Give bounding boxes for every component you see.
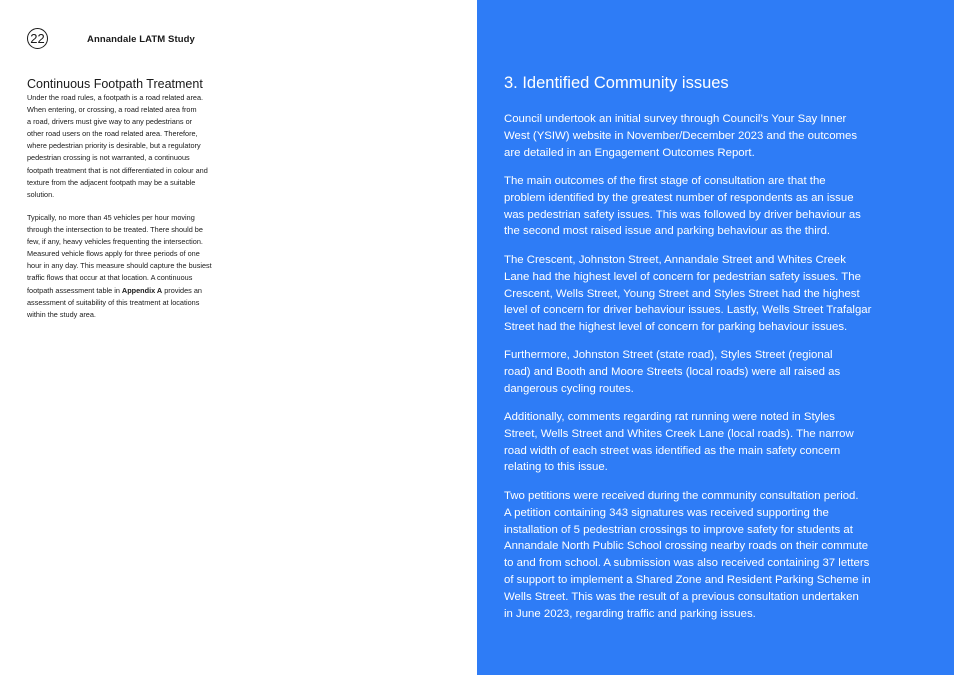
- section-title: Continuous Footpath Treatment: [27, 77, 203, 91]
- page-number: 22: [30, 31, 45, 46]
- text-line: a road, drivers must give way to any pedestrians or: [27, 117, 193, 127]
- paragraph-rat-running: [504, 409, 924, 476]
- text-line: Wells Street. This was the result of a previous consultation undertaken: [504, 590, 859, 603]
- text-line: Street, Wells Street and Whites Creek Lane (local roads). The narrow: [504, 427, 854, 440]
- text-line: Lane had the highest level of concern for pedestrian safety issues. The: [504, 270, 861, 283]
- text-line: was pedestrian safety issues. This was followed by driver behaviour as: [504, 208, 861, 221]
- text-line: level of concern for driver behaviour issues. Lastly, Wells Street Trafalgar: [504, 304, 872, 317]
- text-line: to and from school. A submission was also received containing 37 letters: [504, 557, 870, 570]
- text-line: the second most raised issue and parking behaviour as the third.: [504, 225, 831, 238]
- text-line: few, if any, heavy vehicles frequenting the intersection.: [27, 237, 203, 247]
- text-line: texture from the adjacent footpath may be a suitable: [27, 177, 196, 187]
- text-line: traffic flows that occur at that location. A continuous: [27, 273, 193, 283]
- text-line: road) and Booth and Moore Streets (local roads) were all raised as: [504, 365, 841, 378]
- text-line-with-link: [27, 285, 242, 297]
- text-line: of support to implement a Shared Zone and Resident Parking Scheme in: [504, 573, 871, 586]
- paragraph-vehicle-volumes: [27, 212, 242, 321]
- page-number-badge: [27, 28, 48, 49]
- text-line: within the study area.: [27, 309, 96, 319]
- paragraph-street-concerns: [504, 252, 924, 336]
- text-line: through the intersection to be treated. There should be: [27, 225, 203, 235]
- text-line: in June 2023, regarding traffic and parking issues.: [504, 607, 756, 620]
- text-line: When entering, or crossing, a road related area from: [27, 105, 197, 115]
- text-fragment: footpath assessment table in: [27, 285, 120, 295]
- text-line: solution.: [27, 189, 55, 199]
- text-line: relating to this issue.: [504, 461, 608, 474]
- right-page: [477, 0, 954, 675]
- text-line: Furthermore, Johnston Street (state road), Styles Street (regional: [504, 349, 833, 361]
- text-line: where pedestrian priority is desirable, but a regulatory: [27, 141, 201, 151]
- text-line: Crescent, Wells Street, Young Street and Styles Street had the highest: [504, 287, 860, 300]
- text-line: Council undertook an initial survey through Council’s Your Say Inner: [504, 113, 847, 125]
- text-line: Annandale North Public School crossing nearby roads on their commute: [504, 540, 869, 553]
- text-line: assessment of suitability of this treatment at locations: [27, 297, 200, 307]
- text-line: road width of each street was identified as the main safety concern: [504, 444, 841, 457]
- text-line: West (YSIW) website in November/December 2023 and the outcomes: [504, 129, 858, 142]
- text-line: Additionally, comments regarding rat running were noted in Styles: [504, 411, 835, 423]
- paragraph-cycling-routes: [504, 347, 924, 397]
- text-line: Measured vehicle flows apply for three periods of one: [27, 249, 200, 259]
- text-line: Under the road rules, a footpath is a road related area.: [27, 93, 204, 102]
- text-line: are detailed in an Engagement Outcomes Report.: [504, 146, 755, 159]
- text-line: dangerous cycling routes.: [504, 382, 634, 395]
- text-line: pedestrian crossing is not warranted, a continuous: [27, 153, 190, 163]
- text-line: installation of 5 pedestrian crossings to improve safety for students at: [504, 523, 853, 536]
- text-line: other road users on the road related area. Therefore,: [27, 129, 198, 139]
- text-line: hour in any day. This measure should capture the busiest: [27, 261, 212, 271]
- text-fragment: provides an: [162, 285, 202, 295]
- section-heading: 3. Identified Community issues: [504, 74, 729, 92]
- appendix-reference: Appendix A: [121, 285, 163, 295]
- paragraph-petitions: [504, 488, 924, 622]
- paragraph-main-outcomes: [504, 173, 924, 240]
- text-line: A petition containing 343 signatures was received supporting the: [504, 506, 829, 519]
- text-line: The Crescent, Johnston Street, Annandale Street and Whites Creek: [504, 254, 846, 266]
- paragraph-survey: [504, 111, 924, 161]
- document-title: Annandale LATM Study: [87, 34, 195, 45]
- text-line: problem identified by the greatest number of respondents as an issue: [504, 191, 854, 204]
- text-line: Street had the highest level of concern for parking behaviour issues.: [504, 321, 848, 334]
- paragraph-road-rules: [27, 92, 242, 201]
- text-line: footpath treatment that is not differentiated in colour and: [27, 165, 208, 175]
- text-line: Two petitions were received during the community consultation period.: [504, 490, 859, 502]
- text-line: The main outcomes of the first stage of consultation are that the: [504, 175, 826, 187]
- text-line: Typically, no more than 45 vehicles per hour moving: [27, 213, 195, 222]
